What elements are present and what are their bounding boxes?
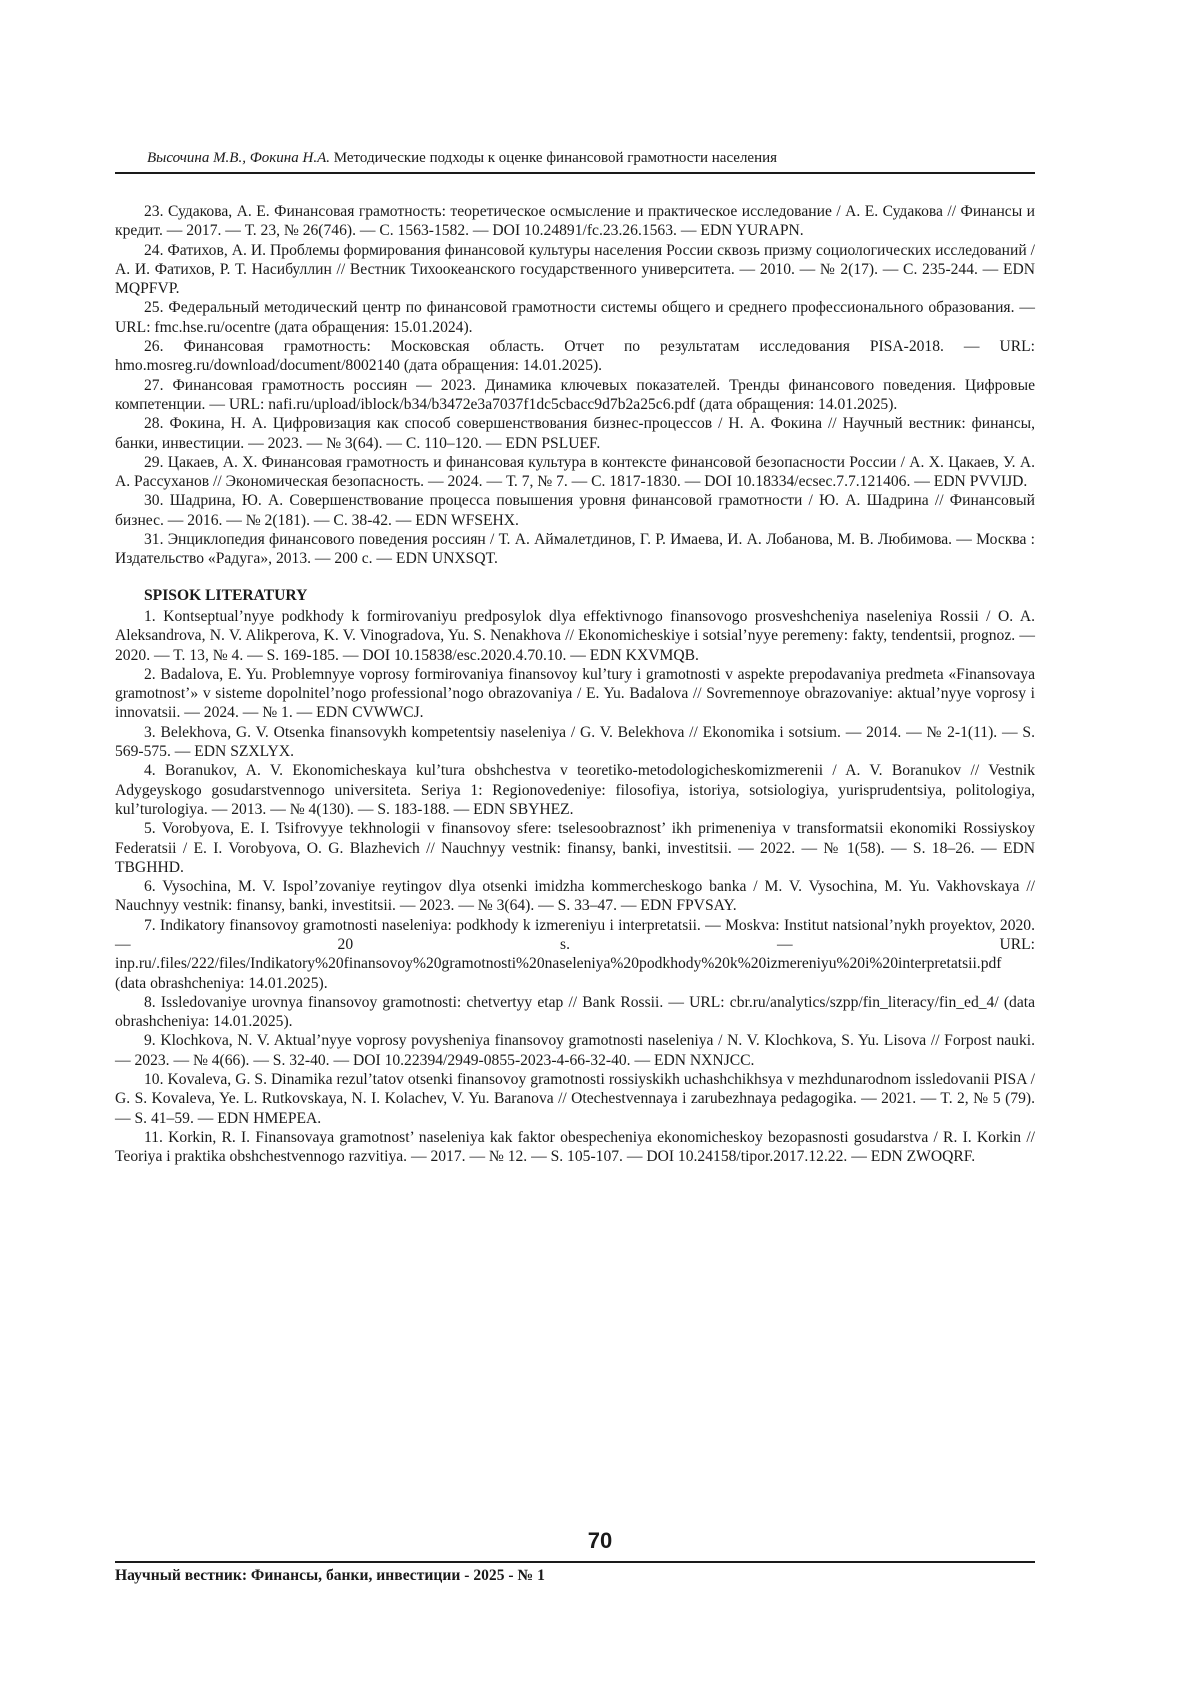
- reference-item: 11. Korkin, R. I. Finansovaya gramotnost’ naseleniya kak faktor obespecheniya ekonomicheskoy bezopasnosti gosudarstva / R. I. Korkin // Teoriya i praktika obshchestvennogo razvitiya. — 2017. — № 12. — S. 105-107. — DOI 10.24158/tipor.2017.12.22. — EDN ZWOQRF.: [115, 1128, 1035, 1166]
- header-authors: Высочина М.В., Фокина Н.А.: [147, 150, 330, 166]
- reference-item: 24. Фатихов, А. И. Проблемы формирования финансовой культуры населения России сквозь призму социологических исследований / А. И. Фатихов, Р. Т. Насибуллин // Вестник Тихоокеанского государственного университета. — 2010. — № 2(17). — С. 235-244. — EDN MQPFVP.: [115, 241, 1035, 298]
- reference-item: 25. Федеральный методический центр по финансовой грамотности системы общего и среднего профессионального образования. — URL: fmc.hse.ru/ocentre (дата обращения: 15.01.2024).: [115, 299, 1035, 336]
- reference-item: 28. Фокина, Н. А. Цифровизация как способ совершенствования бизнес-процессов / Н. А. Фокина // Научный вестник: финансы, банки, инвестиции. — 2023. — № 3(64). — С. 110–120. — EDN PSLUEF.: [115, 415, 1035, 452]
- reference-item: 9. Klochkova, N. V. Aktual’nyye voprosy povysheniya finansovoy gramotnosti naseleniya / N. V. Klochkova, S. Yu. Lisova // Forpost nauki. — 2023. — № 4(66). — S. 32-40. — DOI 10.22394/2949-0855-2023-4-66-32-40. — EDN NXNJCC.: [115, 1032, 1035, 1069]
- reference-item: 5. Vorobyova, E. I. Tsifrovyye tekhnologii v finansovoy sfere: tselesoobraznost’ ikh primeneniya v transformatsii ekonomiki Rossiyskoy Federatsii / E. I. Vorobyova, O. G. Blazhevich // Nauchnyy vestnik: finansy, banki, investitsii. — 2022. — № 1(58). — S. 18–26. — EDN TBGHHD.: [115, 820, 1035, 876]
- reference-item: 4. Boranukov, A. V. Ekonomicheskaya kul’tura obshchestva v teoretiko-metodologicheskomizmerenii / A. V. Boranukov // Vestnik Adygeyskogo gosudarstvennogo universiteta. Seriya 1: Regionovedeniye: filosofiya, istoriya, sotsiologiya, yurisprudentsiya, politologiya, kul’turologiya. — 2013. — № 4(130). — S. 183-188. — EDN SBYHEZ.: [115, 762, 1035, 818]
- references-russian: [115, 202, 1035, 569]
- reference-item: 29. Цакаев, А. Х. Финансовая грамотность и финансовая культура в контексте финансовой безопасности России / А. Х. Цакаев, У. А. А. Рассуханов // Экономическая безопасность. — 2024. — Т. 7, № 7. — С. 1817-1830. — DOI 10.18334/ecsec.7.7.121406. — EDN PVVIJD.: [115, 453, 1035, 491]
- references-body: [115, 202, 1035, 1167]
- footer-rule: [115, 1561, 1035, 1563]
- reference-item: 26. Финансовая грамотность: Московская область. Отчет по результатам исследования PISA-2018. — URL: hmo.mosreg.ru/download/document/8002140 (дата обращения: 14.01.2025).: [115, 338, 1035, 375]
- reference-item: 10. Kovaleva, G. S. Dinamika rezul’tatov otsenki finansovoy gramotnosti rossiyskikh uchashchikhsya v mezhdunarodnom issledovanii PISA / G. S. Kovaleva, Ye. L. Rutkovskaya, N. I. Kolachev, V. Yu. Baranova // Otechestvennaya i zarubezhnaya pedagogika. — 2021. — T. 2, № 5 (79). — S. 41–59. — EDN HMEPEA.: [115, 1071, 1035, 1127]
- header-title: Методические подходы к оценке финансовой грамотности населения: [333, 150, 778, 166]
- reference-item: 27. Финансовая грамотность россиян — 2023. Динамика ключевых показателей. Тренды финансового поведения. Цифровые компетенции. — URL: nafi.ru/upload/iblock/b34/b3472e3a7037f1dc5cbacc9d7b2a25c6.pdf (дата обращения: 14.01.2025).: [115, 376, 1035, 413]
- page-number: 70: [587, 1528, 613, 1553]
- reference-item: 2. Badalova, E. Yu. Problemnyye voprosy formirovaniya finansovoy kul’tury i gramotnosti v aspekte prepodavaniya predmeta «Finansovaya gramotnost’» v sisteme dopolnitel’nogo professional’nogo obrazovaniya / E. Yu. Badalova // Sovremennoye obrazovaniye: aktual’nyye voprosy i innovatsii. — 2024. — № 1. — EDN CVWWCJ.: [115, 665, 1035, 722]
- running-header: [147, 148, 1035, 168]
- header-rule: [115, 172, 1035, 174]
- references-transliterated: [115, 607, 1035, 1167]
- reference-item: 3. Belekhova, G. V. Otsenka finansovykh kompetentsiy naseleniya / G. V. Belekhova // Ekonomika i sotsium. — 2014. — № 2-1(11). — S. 569-575. — EDN SZXLYX.: [115, 723, 1035, 761]
- reference-item: 6. Vysochina, M. V. Ispol’zovaniye reytingov dlya otsenki imidzha kommercheskogo banka / M. V. Vysochina, M. Yu. Vakhovskaya // Nauchnyy vestnik: finansy, banki, investitsii. — 2023. — № 3(64). — S. 33–47. — EDN FPVSAY.: [115, 878, 1035, 915]
- section-title: SPISOK LITERATURY: [144, 586, 308, 604]
- reference-item: 31. Энциклопедия финансового поведения россиян / Т. А. Аймалетдинов, Г. Р. Имаева, И. А. Лобанова, М. В. Любимова. — Москва : Издательство «Радуга», 2013. — 200 с. — EDN UNXSQT.: [115, 531, 1035, 568]
- reference-item: 7. Indikatory finansovoy gramotnosti naseleniya: podkhody k izmereniyu i interpretatsii. — Moskva: Institut natsional’nykh proyektov, 2020. — 20 s. — URL: inp.ru/.files/222/files/Indikatory%20finansovoy%20gramotnosti%20naseleniya%20podkhody%20k%20izmereniyu%20i%20interpretatsii.pdf (data obrashcheniya: 14.01.2025).: [115, 916, 1035, 992]
- reference-item: 23. Судакова, А. Е. Финансовая грамотность: теоретическое осмысление и практическое исследование / А. Е. Судакова // Финансы и кредит. — 2017. — Т. 23, № 26(746). — С. 1563-1582. — DOI 10.24891/fc.23.26.1563. — EDN YURAPN.: [115, 203, 1035, 240]
- journal-footer: Научный вестник: Финансы, банки, инвестиции - 2025 - № 1: [115, 1567, 545, 1584]
- reference-item: 8. Issledovaniye urovnya finansovoy gramotnosti: chetvertyy etap // Bank Rossii. — URL: cbr.ru/analytics/szpp/fin_literacy/fin_ed_4/ (data obrashcheniya: 14.01.2025).: [115, 993, 1035, 1031]
- reference-item: 30. Шадрина, Ю. А. Совершенствование процесса повышения уровня финансовой грамотности / Ю. А. Шадрина // Финансовый бизнес. — 2016. — № 2(181). — С. 38-42. — EDN WFSEHX.: [115, 492, 1035, 529]
- reference-item: 1. Kontseptual’nyye podkhody k formirovaniyu predposylok dlya effektivnogo finansovogo prosveshcheniya naseleniya Rossii / O. A. Aleksandrova, N. V. Alikperova, K. V. Vinogradova, Yu. S. Nenakhova // Ekonomicheskiye i sotsial’nyye peremeny: fakty, tendentsii, prognoz. — 2020. — T. 13, № 4. — S. 169-185. — DOI 10.15838/esc.2020.4.70.10. — EDN KXVMQB.: [115, 607, 1035, 664]
